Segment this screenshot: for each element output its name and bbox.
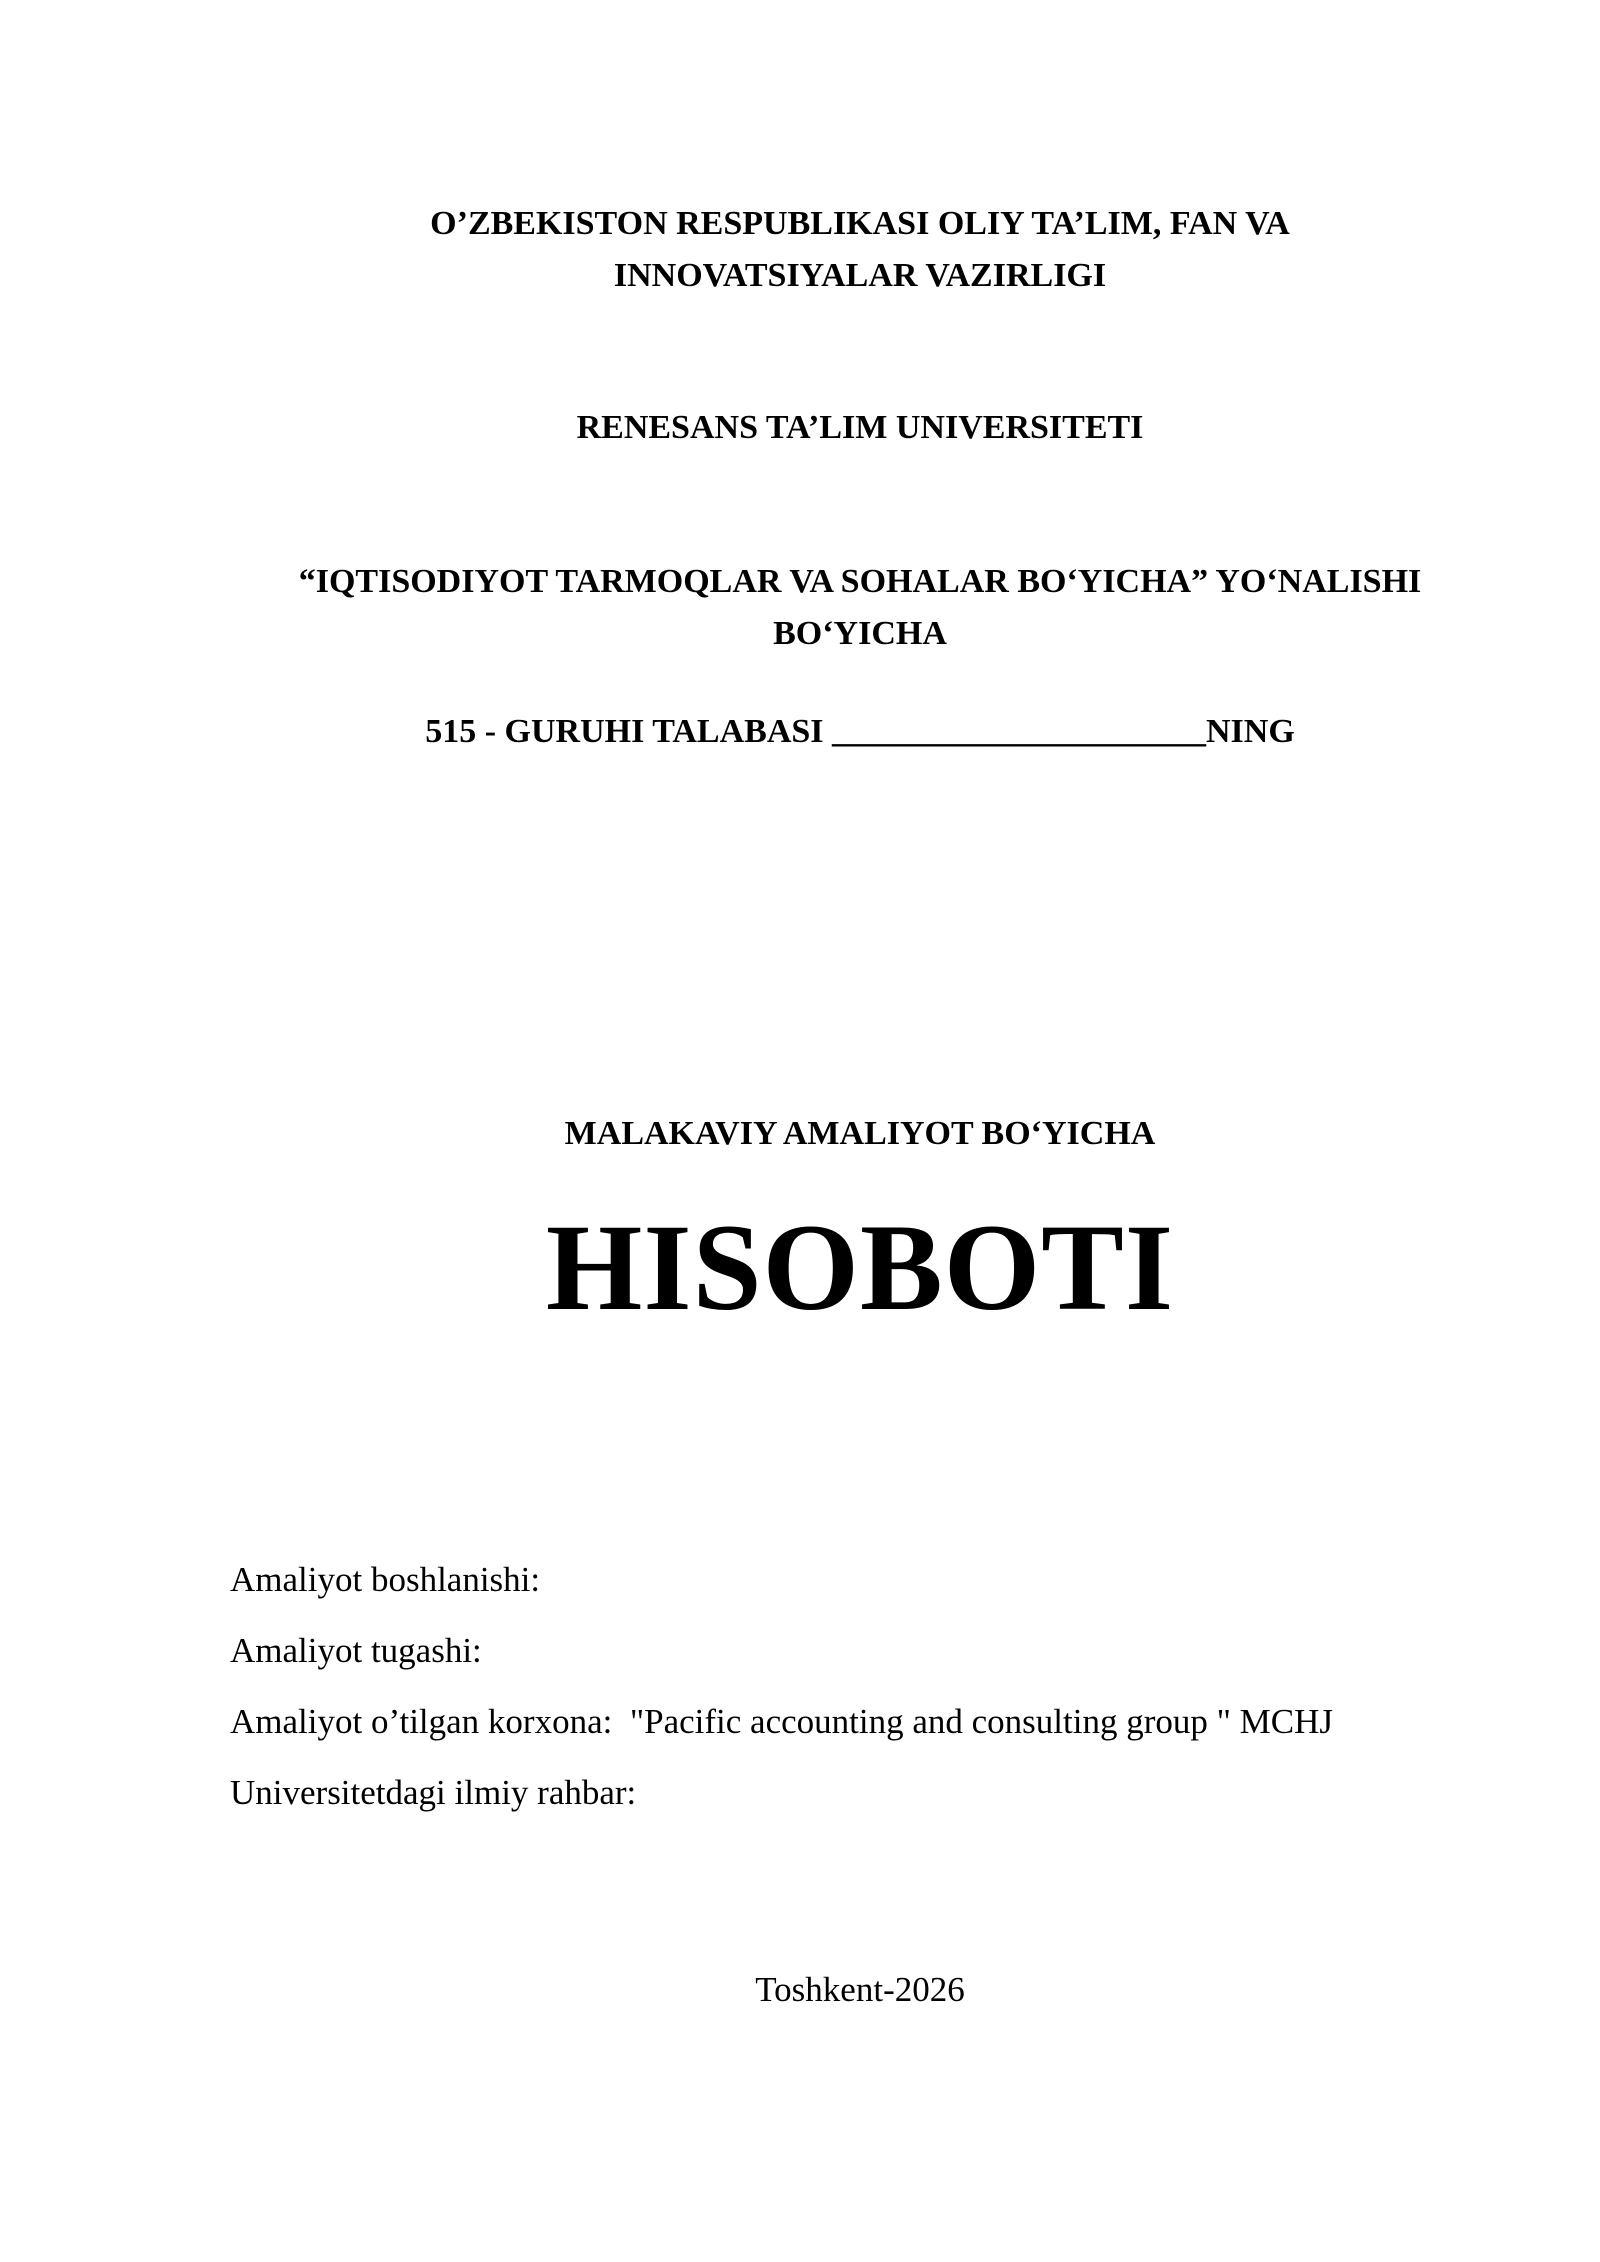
direction-line-1: “IQTISODIYOT TARMOQLAR VA SOHALAR BO‘YICHA” YO‘NALISHI xyxy=(298,563,1422,600)
report-subject: MALAKAVIY AMALIYOT BO‘YICHA xyxy=(564,1115,1156,1152)
practice-company-line: Amaliyot o’tilgan korxona: "Pacific accounting and consulting group " MCHJ xyxy=(230,1702,1334,1741)
university-heading: RENESANS TA’LIM UNIVERSITETI xyxy=(576,409,1144,446)
place-year: Toshkent-2026 xyxy=(755,1970,965,2009)
supervisor-label: Universitetdagi ilmiy rahbar: xyxy=(230,1773,637,1812)
practice-start-label: Amaliyot boshlanishi: xyxy=(230,1560,541,1599)
ministry-line-2: INNOVATSIYALAR VAZIRLIGI xyxy=(613,257,1107,294)
student-group-line: 515 - GURUHI TALABASI ______________________NING xyxy=(425,713,1295,750)
direction-heading xyxy=(200,556,1520,660)
practice-info xyxy=(230,1544,1510,1828)
direction-line-2: BO‘YICHA xyxy=(773,615,947,652)
ministry-heading xyxy=(220,198,1500,302)
report-title: HISOBOTI xyxy=(545,1199,1175,1336)
practice-end-label: Amaliyot tugashi: xyxy=(230,1631,482,1670)
ministry-line-1: O’ZBEKISTON RESPUBLIKASI OLIY TA’LIM, FAN VA xyxy=(430,205,1290,242)
